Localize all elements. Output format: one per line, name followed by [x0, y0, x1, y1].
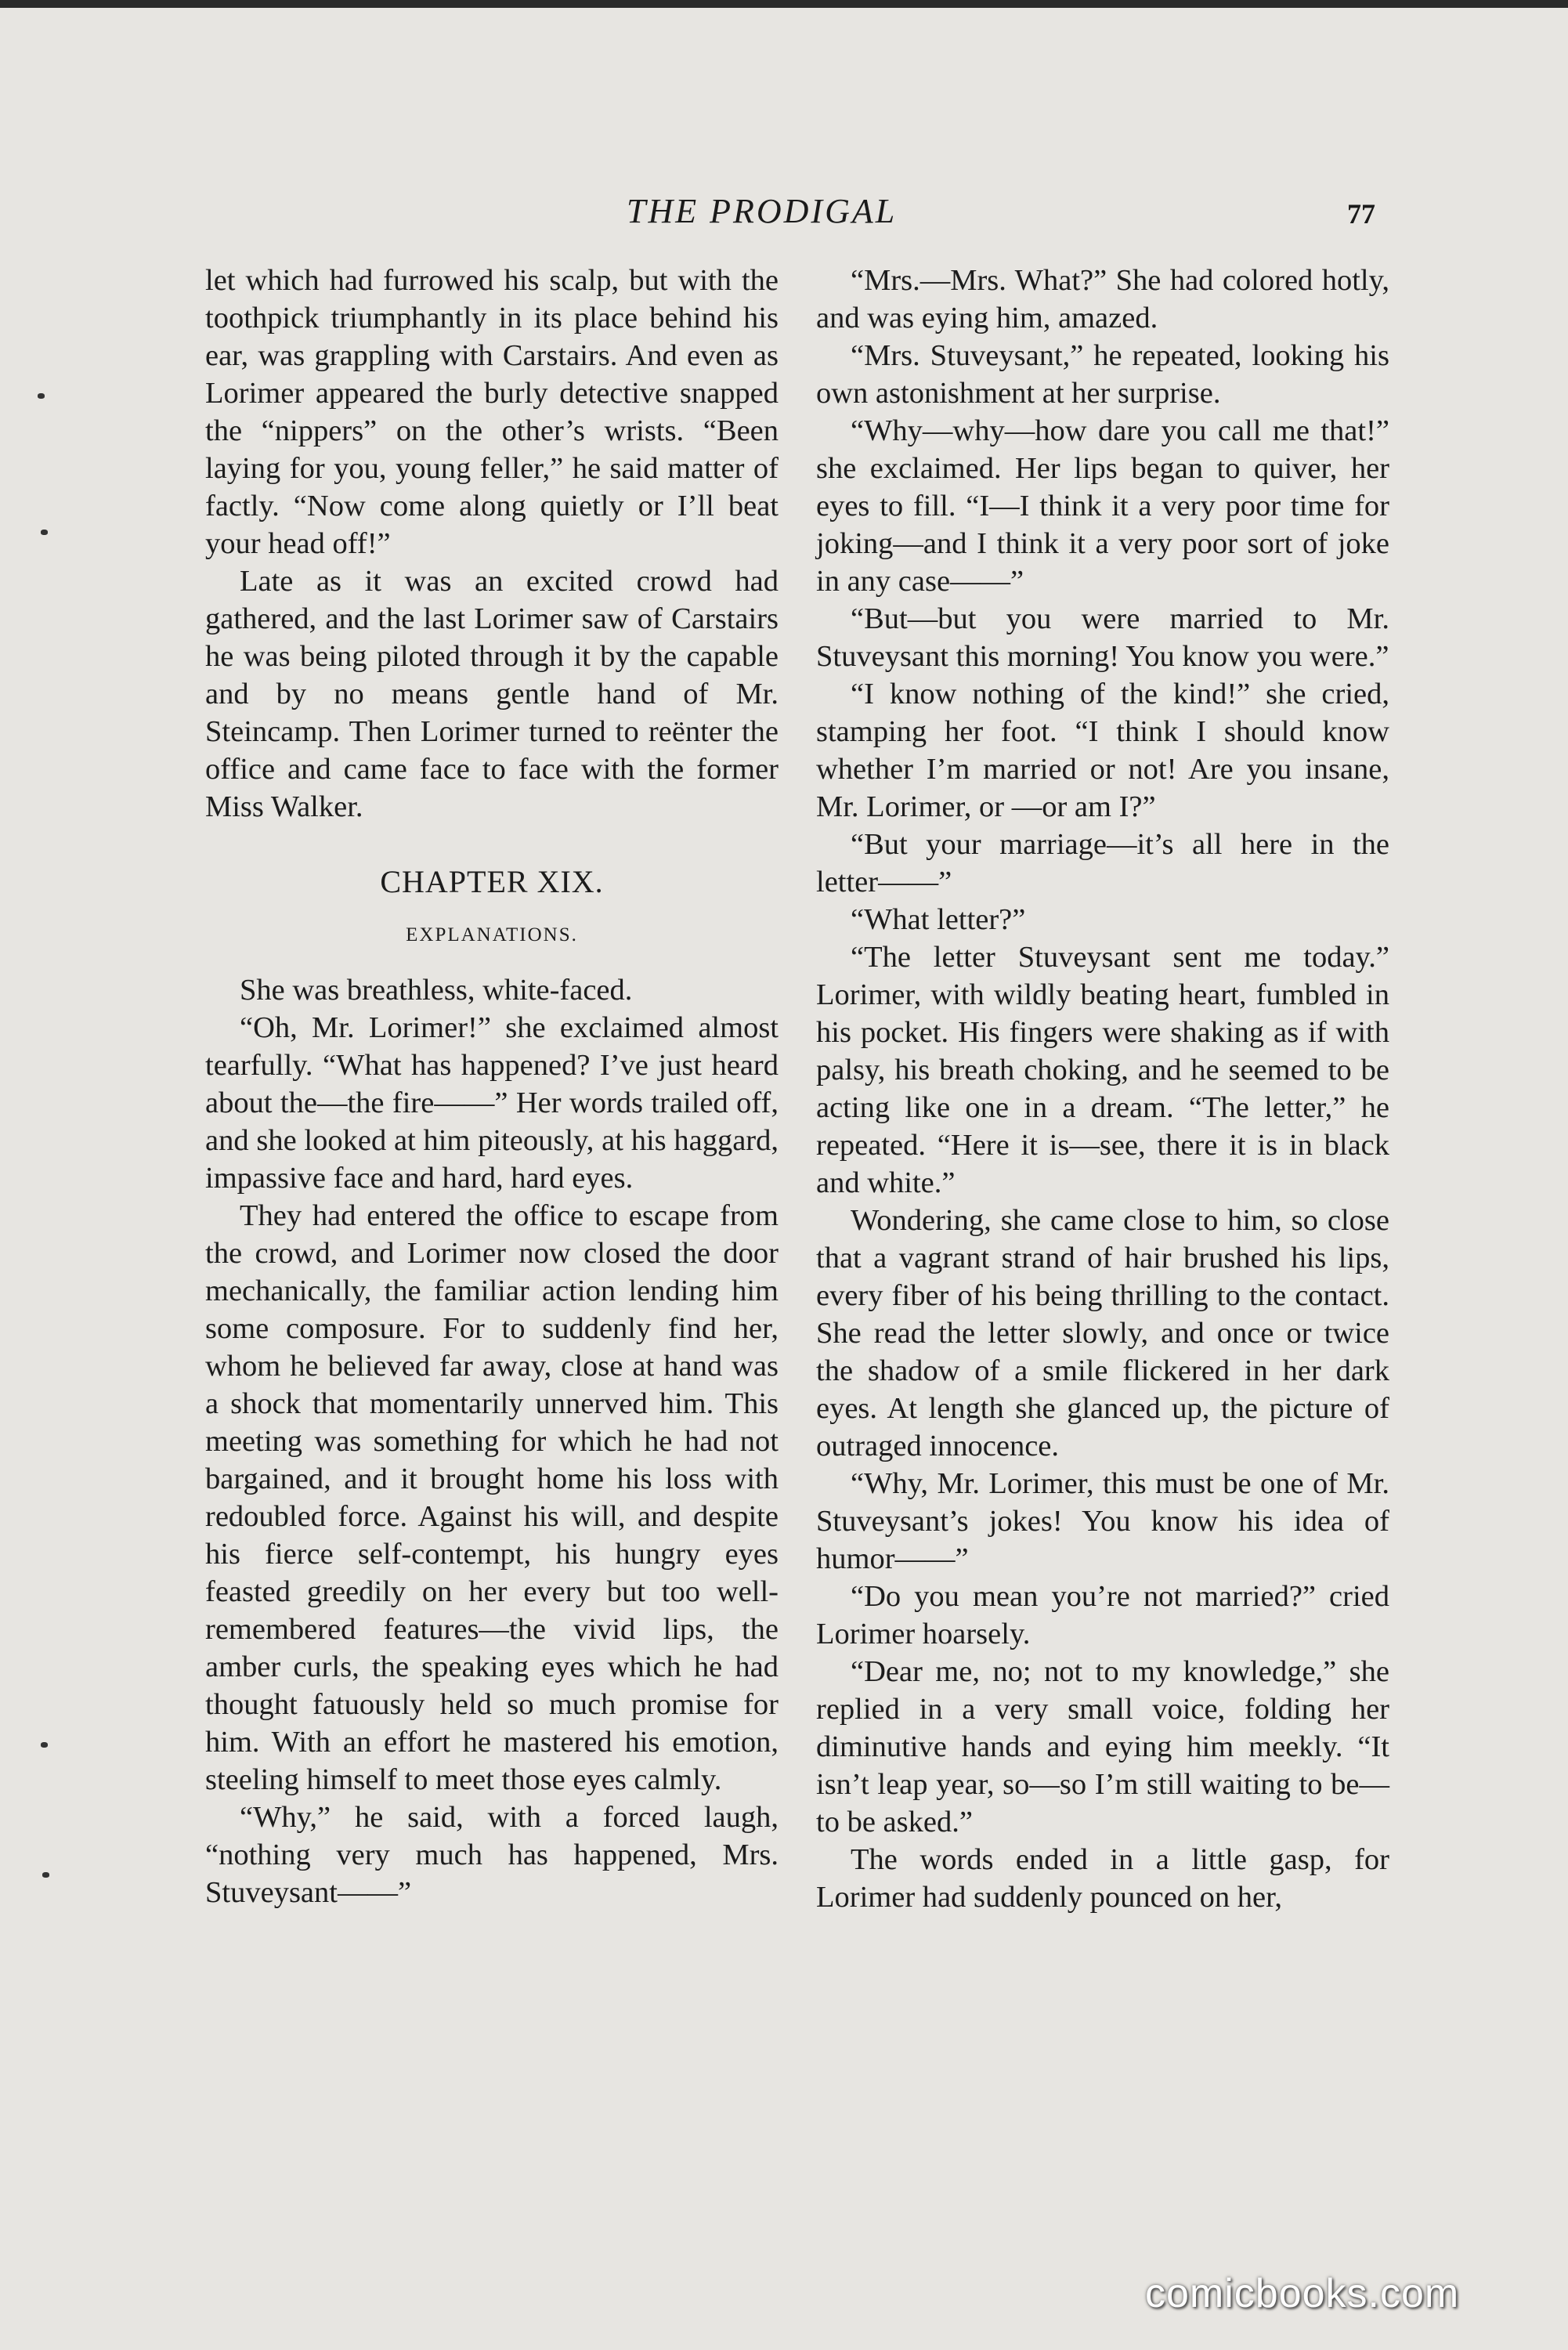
left-text-column [205, 262, 779, 1911]
chapter-title: CHAPTER XIX. [380, 864, 604, 899]
running-header-title: THE PRODIGAL [627, 192, 898, 230]
page-top-edge [0, 0, 1568, 8]
paragraph: The words ended in a little gasp, for Lorimer had suddenly pounced on her, [816, 1843, 1389, 1914]
paragraph: “Oh, Mr. Lorimer!” she exclaimed almost tearfully. “What has happened? I’ve just heard about the—the fire——” Her words trailed off, and she looked at him piteously, at his haggard, impassive face and hard, hard eyes. [205, 1011, 779, 1195]
chapter-subtitle: EXPLANATIONS. [406, 924, 578, 945]
paragraph: “Mrs. Stuveysant,” he repeated, looking his own astonishment at her surprise. [816, 339, 1389, 410]
binding-hole-mark [41, 1742, 48, 1748]
paragraph: “Why,” he said, with a forced laugh, “nothing very much has happened, Mrs. Stuveysant——” [205, 1801, 779, 1909]
paragraph: “Dear me, no; not to my knowledge,” she replied in a very small voice, folding her diminutive hands and eying him meekly. “It isn’t leap year, so—so I’m still waiting to be—to be asked.” [816, 1655, 1389, 1838]
paragraph: “Why, Mr. Lorimer, this must be one of Mr. Stuveysant’s jokes! You know his idea of humor——” [816, 1467, 1389, 1575]
paragraph: “But—but you were married to Mr. Stuveysant this morning! You know you were.” [816, 602, 1389, 673]
paragraph: “Mrs.—Mrs. What?” She had colored hotly, and was eying him, amazed. [816, 264, 1389, 334]
paragraph: let which had furrowed his scalp, but with the toothpick triumphantly in its place behind his ear, was grappling with Carstairs. And even as Lorimer appeared the burly detective snapped the “nippers” on the other’s wrists. “Been laying for you, young feller,” he said matter of factly. “Now come along quietly or I’ll beat your head off!” [205, 264, 779, 560]
site-watermark: comicbooks.com [1145, 2271, 1460, 2316]
paragraph: “What letter?” [851, 903, 1026, 936]
binding-hole-mark [38, 393, 45, 399]
right-text-column [816, 262, 1389, 1916]
paragraph: “But your marriage—it’s all here in the letter——” [816, 828, 1389, 898]
paragraph: “Why—why—how dare you call me that!” she exclaimed. Her lips began to quiver, her eyes to fill. “I—I think it a very poor time for joking—and I think it a very poor sort of joke in any case——” [816, 414, 1389, 598]
paragraph: “I know nothing of the kind!” she cried, stamping her foot. “I think I should know whether I’m married or not! Are you insane, Mr. Lorimer, or —or am I?” [816, 678, 1389, 823]
binding-hole-mark [41, 530, 48, 535]
paragraph: Wondering, she came close to him, so close that a vagrant strand of hair brushed his lips, every fiber of his being thrilling to the contact. She read the letter slowly, and once or twice the shadow of a smile flickered in her dark eyes. At length she glanced up, the picture of outraged innocence. [816, 1204, 1389, 1462]
paragraph: She was breathless, white-faced. [240, 974, 633, 1007]
binding-hole-mark [42, 1872, 49, 1878]
page-number: 77 [1347, 198, 1375, 230]
paragraph: “Do you mean you’re not married?” cried Lorimer hoarsely. [816, 1580, 1389, 1650]
paragraph: They had entered the office to escape from the crowd, and Lorimer now closed the door mechanically, the familiar action lending him some composure. For to suddenly find her, whom he believed far away, close at hand was a shock that momentarily unnerved him. This meeting was something for which he had not bargained, and it brought home his loss with redoubled force. Against his will, and despite his fierce self-contempt, his hungry eyes feasted greedily on her every but too well-remembered features—the vivid lips, the amber curls, the speaking eyes which he had thought fatuously held so much promise for him. With an effort he mastered his emotion, steeling himself to meet those eyes calmly. [205, 1199, 779, 1796]
paragraph: Late as it was an excited crowd had gathered, and the last Lorimer saw of Carstairs he was being piloted through it by the capable and by no means gentle hand of Mr. Steincamp. Then Lorimer turned to reënter the office and came face to face with the former Miss Walker. [205, 565, 779, 823]
paragraph: “The letter Stuveysant sent me today.” Lorimer, with wildly beating heart, fumbled in his pocket. His fingers were shaking as if with palsy, his breath choking, and he seemed to be acting like one in a dream. “The letter,” he repeated. “Here it is—see, there it is in black and white.” [816, 941, 1389, 1199]
